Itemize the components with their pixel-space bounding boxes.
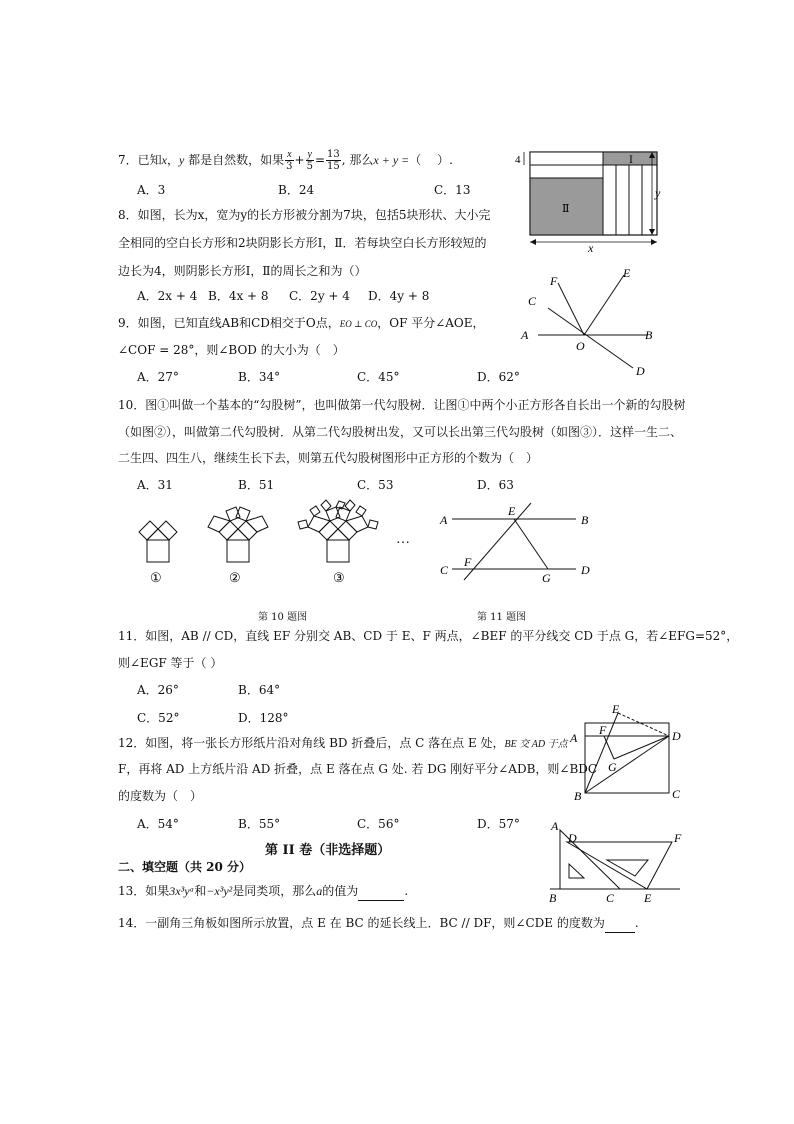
q9-label-e: E [623,266,631,280]
q11-label-c: C [440,563,449,577]
q8-option-d[interactable]: D．4y + 8 [368,289,430,303]
q10-pythagoras-trees-figure [128,498,418,593]
q11-label-d: D [581,563,590,577]
q12-label-d: D [672,729,681,743]
q14-label-a: A [551,819,559,833]
part-2-title: 第 II 卷（非选择题） [265,843,391,858]
q10-option-a[interactable]: A．31 [137,478,173,492]
question-8-line-2: 全相同的空白长方形和2块阴影长方形Ⅰ，Ⅱ．若每块空白长方形较短的 [118,236,487,250]
question-10-line-3: 二生四、四生八，继续生长下去，则第五代勾股树图形中正方形的个数为（ ） [118,451,539,465]
q11-label-g: G [542,571,551,584]
question-7-stem: 7．已知x，y 都是自然数，如果 $\frac{x}{3}$ + $\frac{y}{5}$ = $\frac{13}{15}$ , 那么x + y =（ ）. [118,149,453,172]
q11-label-e: E [508,504,516,518]
question-12-line-1: 12．如图，将一张长方形纸片沿对角线 BD 折叠后，点 C 落在点 E 处，BE 交 AD 于点 [118,736,568,750]
question-11-line-1: 11．如图，AB // CD，直线 EF 分别交 AB、CD 于 E、F 两点，∠BEF 的平分线交 CD 于点 G，若∠EFG=52°， [118,629,739,643]
q12-option-d[interactable]: D．57° [477,817,520,831]
q9-option-d[interactable]: D．62° [477,370,520,384]
q10-label-3: ③ [333,570,345,585]
fraction-y-5: $\frac{y}{5}$ [306,149,313,172]
question-10-line-1: 10．图①叫做一个基本的“勾股树”，也叫做第一代勾股树．让图①中两个小正方形各自长出一个新的勾股树 [118,398,686,412]
q12-folded-rectangle-figure [568,700,688,802]
q12-label-a: A [570,731,578,745]
q7-option-a[interactable]: A．3 [137,183,166,197]
q11-option-a[interactable]: A．26° [137,683,179,697]
section-2-heading: 二、填空题（共 20 分） [118,860,252,874]
q9-label-a: A [521,328,529,342]
q8-label-x: x [588,241,594,254]
q8-option-b[interactable]: B．4x + 8 [208,289,269,303]
q9-label-f: F [550,274,558,288]
q9-option-b[interactable]: B．34° [238,370,281,384]
q12-option-b[interactable]: B．55° [238,817,281,831]
q10-option-b[interactable]: B．51 [238,478,275,492]
q10-label-2: ② [229,570,241,585]
question-9-line-2: ∠COF = 28°，则∠BOD 的大小为（ ） [118,343,345,357]
q8-option-c[interactable]: C．2y + 4 [289,289,350,303]
question-12-line-2: F，再将 AD 上方纸片沿 AD 折叠，点 E 落在点 G 处. 若 DG 刚好平分∠ADB，则∠BDC [118,762,598,776]
q13-answer-blank[interactable] [358,882,404,901]
q9-label-o: O [576,339,585,353]
q11-label-b: B [581,513,589,527]
q9-label-b: B [645,328,653,342]
q7-option-c[interactable]: C．13 [434,183,471,197]
question-13: 13．如果3x³yᵃ和−x³y²是同类项，那么a的值为 . [118,882,408,901]
q11-option-c[interactable]: C．52° [137,711,180,725]
question-9-line-1: 9．如图，已知直线AB和CD相交于O点，EO ⊥ CO，OF 平分∠AOE， [118,316,485,330]
q9-label-d: D [636,364,645,378]
q12-label-c: C [672,787,681,801]
fraction-13-15: $\frac{13}{15}$ [327,149,340,172]
q10-ellipsis: … [396,532,410,547]
q11-parallel-lines-figure [438,502,598,584]
question-8-line-1: 8．如图，长为x，宽为y的长方形被分割为7块，包括5块形状、大小完 [118,208,491,222]
q14-label-e: E [644,891,652,904]
q11-caption: 第 11 题图 [477,612,527,623]
q8-label-2: Ⅱ [562,203,570,215]
q10-caption: 第 10 题图 [258,612,308,623]
q14-answer-blank[interactable] [605,914,635,933]
q9-option-c[interactable]: C．45° [357,370,400,384]
q9-option-a[interactable]: A．27° [137,370,179,384]
q11-label-a: A [440,513,448,527]
q9-angle-figure [518,263,668,378]
q12-label-g: G [608,760,617,774]
q10-option-d[interactable]: D．63 [477,478,514,492]
q8-label-1: Ⅰ [629,155,633,166]
q9-label-c: C [528,294,537,308]
q14-label-b: B [549,891,557,904]
question-14: 14．一副角三角板如图所示放置，点 E 在 BC 的延长线上．BC // DF，则∠CDE 的度数为 . [118,914,639,933]
q10-label-1: ① [150,570,162,585]
q11-option-d[interactable]: D．128° [238,711,289,725]
fraction-x-3: $\frac{x}{3}$ [286,149,293,172]
q8-label-4: 4 [515,154,521,166]
question-10-line-2: （如图②），叫做第二代勾股树．从第二代勾股树出发，又可以长出第三代勾股树（如图③）．这样一生二、 [118,425,683,439]
q12-option-c[interactable]: C．56° [357,817,400,831]
q12-label-b: B [574,789,582,802]
q8-label-y: y [655,186,661,200]
q12-label-e: E [612,702,620,716]
question-11-line-2: 则∠EGF 等于（ ） [118,656,223,670]
q11-option-b[interactable]: B．64° [238,683,281,697]
q12-label-f: F [599,723,607,737]
q14-set-squares-figure [540,818,690,904]
question-12-line-3: 的度数为（ ） [118,789,203,803]
q8-rectangle-figure [512,142,672,254]
q8-option-a[interactable]: A．2x + 4 [137,289,198,303]
q14-label-d: D [568,831,577,845]
question-8-line-3: 边长为4，则阴影长方形Ⅰ，Ⅱ的周长之和为（） [118,264,367,278]
q11-label-f: F [464,555,472,569]
q7-option-b[interactable]: B．24 [278,183,315,197]
q10-option-c[interactable]: C．53 [357,478,394,492]
q12-option-a[interactable]: A．54° [137,817,179,831]
q14-label-c: C [606,891,615,904]
q14-label-f: F [674,831,682,845]
